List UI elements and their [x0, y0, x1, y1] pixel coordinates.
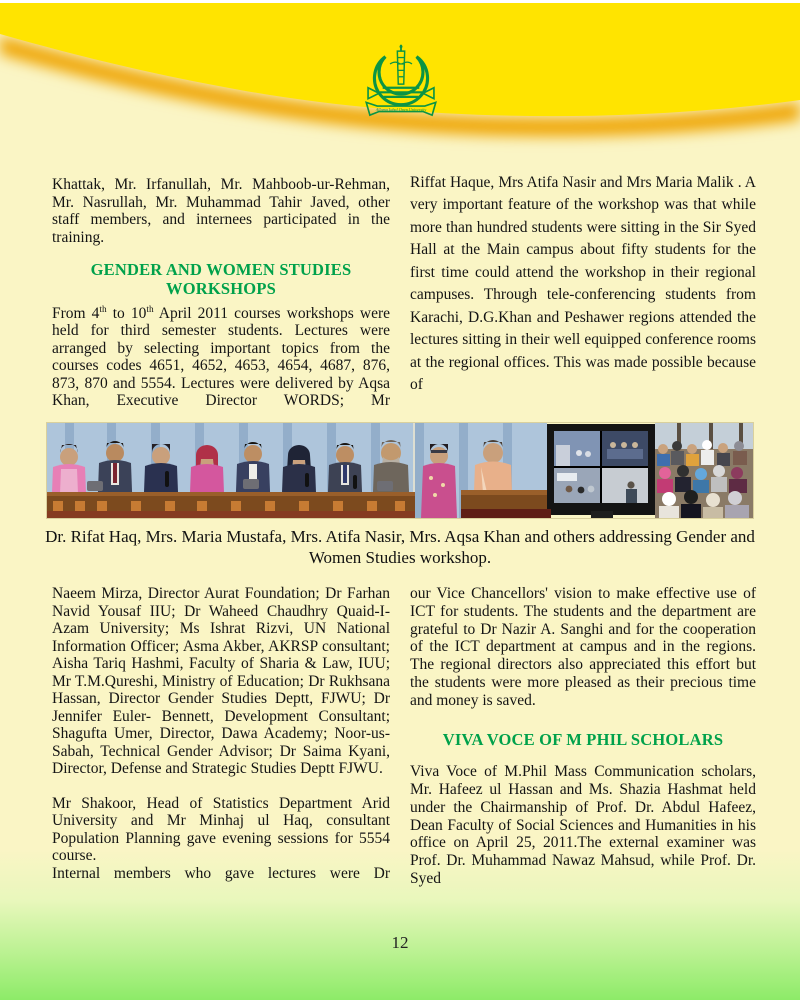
workshops-text-c: April 2011 courses workshops were held for third semester students. Lectures were arranged by selecting important topics from the courses codes 4651, 4652, 4653, 4654, 4687, 876, 873, 870 and 5554. Lectures were delivered by Aqsa Khan, Executive Director WORDS; Mr	[52, 304, 391, 410]
superscript-th-2: th	[146, 304, 154, 315]
paragraph-training: Khattak, Mr. Irfanullah, Mr. Mahboob-ur-Rehman, Mr. Nasrullah, Mr. Muhammad Tahir Javed, other staff members, and internees participated in the training.	[52, 176, 390, 246]
heading-gender-women-studies: GENDER AND WOMEN STUDIES WORKSHOPS	[90, 260, 352, 299]
paragraph-internal-members: Internal members who gave lectures were Dr	[52, 864, 390, 882]
workshops-text-a: From 4	[52, 304, 100, 322]
paragraph-lecturers-list: Naeem Mirza, Director Aurat Foundation; Dr Farhan Navid Yousaf IIU; Dr Waheed Chaudhry Quaid-I-Azam University; Ms Ishrat Rizvi, UN National Information Officer; Asma Akber, AKRSP consultant; Aisha Tariq Hashmi, Faculty of Sharia & Law, IUU; Mr T.M.Qureshi, Ministry of Education; Dr Rukhsana Hassan, Director Gender Studies Deptt, FJWU; Dr Jennifer Euler- Bennett, Development Consultant; Shagufta Umer, Director, Dawa Academy; Noor-us- Sabah, Technical Gender Advisor; Dr Saima Kyani, Director, Defense and Strategic Studies Deptt FJWU.	[52, 585, 390, 777]
column-top-right	[410, 172, 756, 397]
workshop-photo-collage	[47, 423, 753, 518]
superscript-th-1: th	[99, 304, 107, 315]
paragraph-workshops	[52, 305, 390, 410]
column-bottom-left	[52, 585, 390, 882]
paragraph-teleconference: Riffat Haque, Mrs Atifa Nasir and Mrs Maria Malik . A very important feature of the workshop was that while more than hundred students were sitting in the Sir Syed Hall at the Main campus about fifty students for the first time could attend the workshop in their regional campuses. Through tele-conferencing students from Karachi, D.G.Khan and Peshawer regions attended the lectures sitting in their well equipped conference rooms at the regional offices. This was made possible because of	[410, 174, 756, 394]
workshops-text-b: to 10	[106, 304, 147, 322]
university-logo	[355, 42, 447, 128]
university-logo-icon	[355, 42, 447, 128]
photo-caption: Dr. Rifat Haq, Mrs. Maria Mustafa, Mrs. Atifa Nasir, Mrs. Aqsa Khan and others addressing Gender and Women Studies workshop.	[45, 527, 755, 567]
heading-viva-voce: VIVA VOCE OF M PHIL SCHOLARS	[442, 729, 724, 749]
column-top-left	[52, 176, 390, 410]
page-top-border	[0, 0, 800, 3]
paragraph-ict-vision: our Vice Chancellors' vision to make effective use of ICT for students. The students and the department are grateful to Dr Nazir A. Sanghi and for the cooperation of the ICT department at campus and in the regions. The regional directors also appreciated this effort but the students were more pleased as their precious time and money is saved.	[410, 585, 756, 709]
logo-banner-text: Allama Iqbal Open University	[375, 106, 427, 112]
photo-collage-graphic	[47, 423, 753, 518]
page-number: 12	[391, 933, 409, 952]
paragraph-viva-voce: Viva Voce of M.Phil Mass Communication scholars, Mr. Hafeez ul Hassan and Ms. Shazia Hashmat held under the Chairmanship of Prof. Dr. Abdul Hafeez, Dean Faculty of Social Sciences and Humanities in his office on April 25, 2011.The external examiner was Prof. Dr. Muhammad Nawaz Mahsud, while Prof. Dr. Syed	[410, 763, 756, 888]
paragraph-evening-sessions: Mr Shakoor, Head of Statistics Department Arid University and Mr Minhaj ul Haq, consultant Population Planning gave evening sessions for 5554 course.	[52, 794, 390, 864]
column-bottom-right	[410, 585, 756, 888]
